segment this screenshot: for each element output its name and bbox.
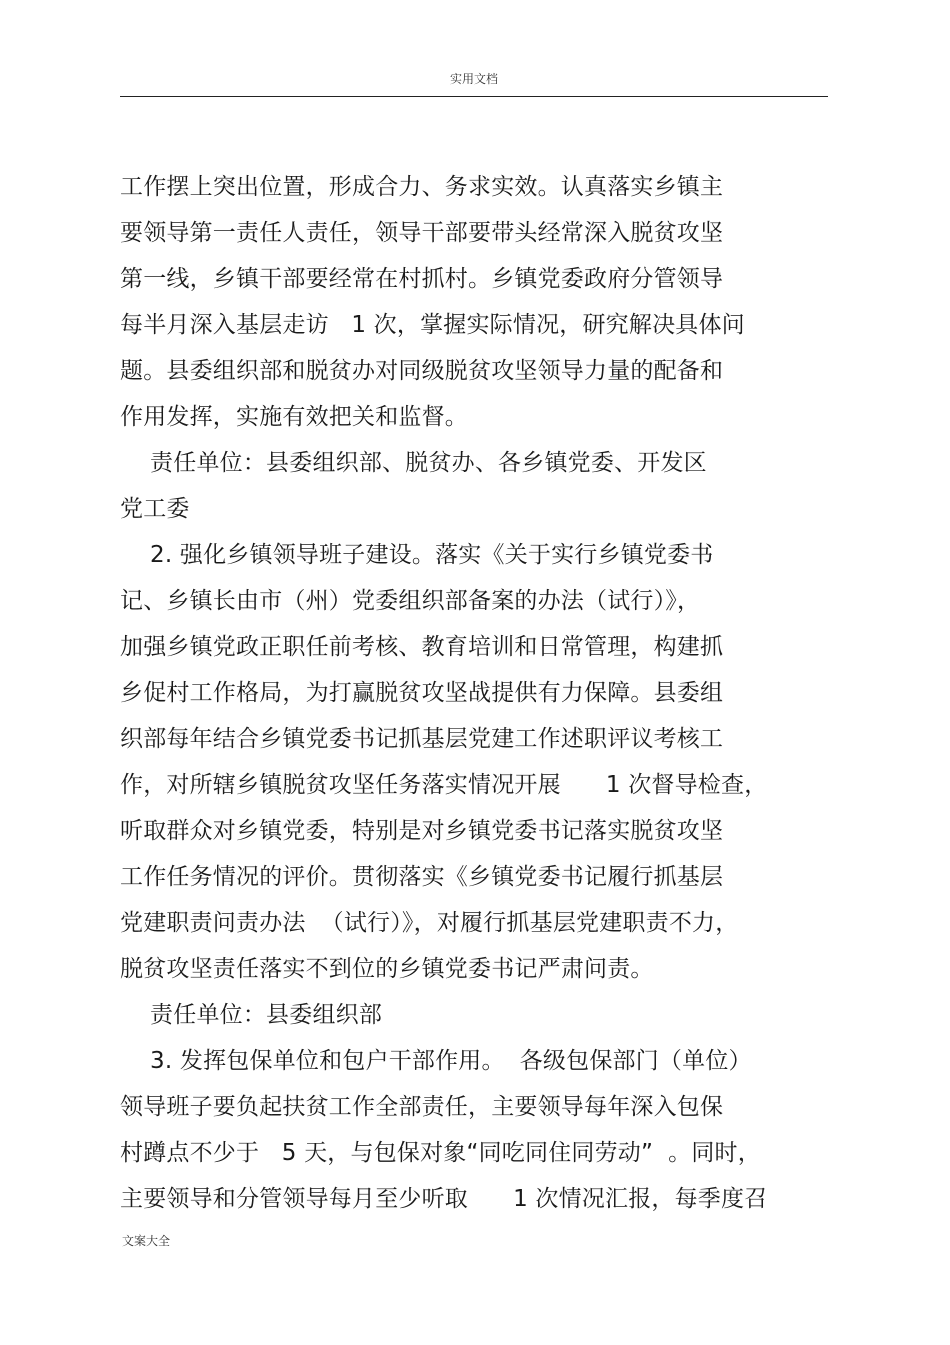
text-line: 脱贫攻坚责任落实不到位的乡镇党委书记严肃问责。 <box>120 956 654 982</box>
text-line: 作用发挥，实施有效把关和监督。 <box>120 404 468 430</box>
text-line: 工作摆上突出位置，形成合力、务求实效。认真落实乡镇主 <box>120 174 724 200</box>
text-line: 责任单位：县委组织部 <box>120 1002 383 1028</box>
text-line: 党工委 <box>120 496 190 522</box>
text-line: 题。县委组织部和脱贫办对同级脱贫攻坚领导力量的配备和 <box>120 358 724 384</box>
header-divider <box>120 96 828 97</box>
text-line: 工作任务情况的评价。贯彻落实《乡镇党委书记履行抓基层 <box>120 864 724 890</box>
text-line: 党建职责问责办法 （试行）》，对履行抓基层党建职责不力， <box>120 910 739 936</box>
text-line: 第一线，乡镇干部要经常在村抓村。乡镇党委政府分管领导 <box>120 266 724 292</box>
text-line: 2. 强化乡镇领导班子建设。落实《关于实行乡镇党委书 <box>120 542 714 568</box>
text-line: 听取群众对乡镇党委，特别是对乡镇党委书记落实脱贫攻坚 <box>120 818 724 844</box>
text-line: 领导班子要负起扶贫工作全部责任，主要领导每年深入包保 <box>120 1094 724 1120</box>
text-line: 织部每年结合乡镇党委书记抓基层党建工作述职评议考核工 <box>120 726 724 752</box>
text-line: 加强乡镇党政正职任前考核、教育培训和日常管理，构建抓 <box>120 634 724 660</box>
text-line: 3. 发挥包保单位和包户干部作用。 各级包保部门（单位） <box>120 1048 752 1074</box>
text-line: 责任单位：县委组织部、脱贫办、各乡镇党委、开发区 <box>120 450 707 476</box>
page-footer: 文案大全 <box>122 1234 171 1248</box>
text-line: 每半月深入基层走访 1 次，掌握实际情况，研究解决具体问 <box>120 312 745 338</box>
text-line: 记、乡镇长由市（州）党委组织部备案的办法（试行）》， <box>120 588 701 614</box>
text-line: 主要领导和分管领导每月至少听取 1 次情况汇报，每季度召 <box>120 1186 768 1212</box>
text-line: 乡促村工作格局，为打赢脱贫攻坚战提供有力保障。县委组 <box>120 680 724 706</box>
text-line: 作，对所辖乡镇脱贫攻坚任务落实情况开展 1 次督导检查， <box>120 772 768 798</box>
text-line: 要领导第一责任人责任，领导干部要带头经常深入脱贫攻坚 <box>120 220 724 246</box>
page-header: 实用文档 <box>449 72 498 86</box>
text-line: 村蹲点不少于 5 天，与包保对象“同吃同住同劳动” 。同时， <box>120 1140 761 1166</box>
